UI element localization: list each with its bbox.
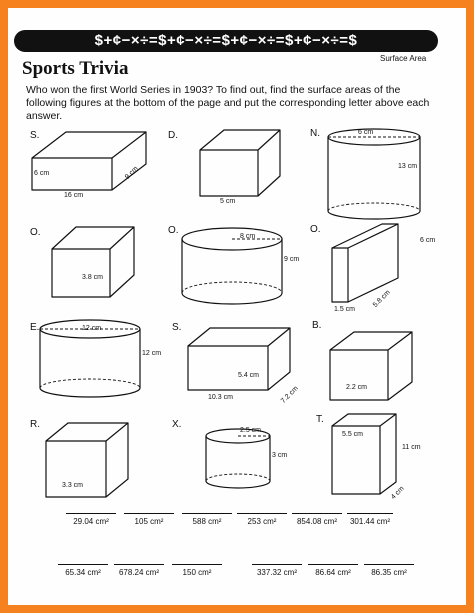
symbol-banner: $+¢−×÷=$+¢−×÷=$+¢−×÷=$+¢−×÷=$ [14, 30, 438, 52]
answer-blank: 678.24 cm² [114, 564, 164, 577]
answer-blank: 854.08 cm² [292, 513, 342, 526]
cylinder-drawing [168, 225, 308, 310]
cube-drawing [26, 225, 166, 310]
answer-blank: 588 cm² [182, 513, 232, 526]
cylinder-drawing [310, 128, 450, 223]
answer-blank: 105 cm² [124, 513, 174, 526]
answer-blank: 150 cm² [172, 564, 222, 577]
cube-drawing [26, 415, 166, 505]
instructions: Who won the first World Series in 1903? To find out, find the surface areas of the following figures at the bottom of the page and put the corresponding letter above each answer. [26, 84, 430, 122]
cylinder-drawing [168, 415, 308, 505]
page-title: Sports Trivia [22, 58, 129, 79]
answer-blank: 65.34 cm² [58, 564, 108, 577]
cube-drawing [310, 318, 440, 408]
answer-blank: 301.44 cm² [347, 513, 393, 526]
answer-blank: 29.04 cm² [66, 513, 116, 526]
rectangular-prism-drawing [310, 410, 450, 500]
subject-label: Surface Area [380, 54, 427, 63]
answer-blank: 253 cm² [237, 513, 287, 526]
answer-blank: 86.64 cm² [308, 564, 358, 577]
answer-blank: 337.32 cm² [252, 564, 302, 577]
answer-blank: 86.35 cm² [364, 564, 414, 577]
